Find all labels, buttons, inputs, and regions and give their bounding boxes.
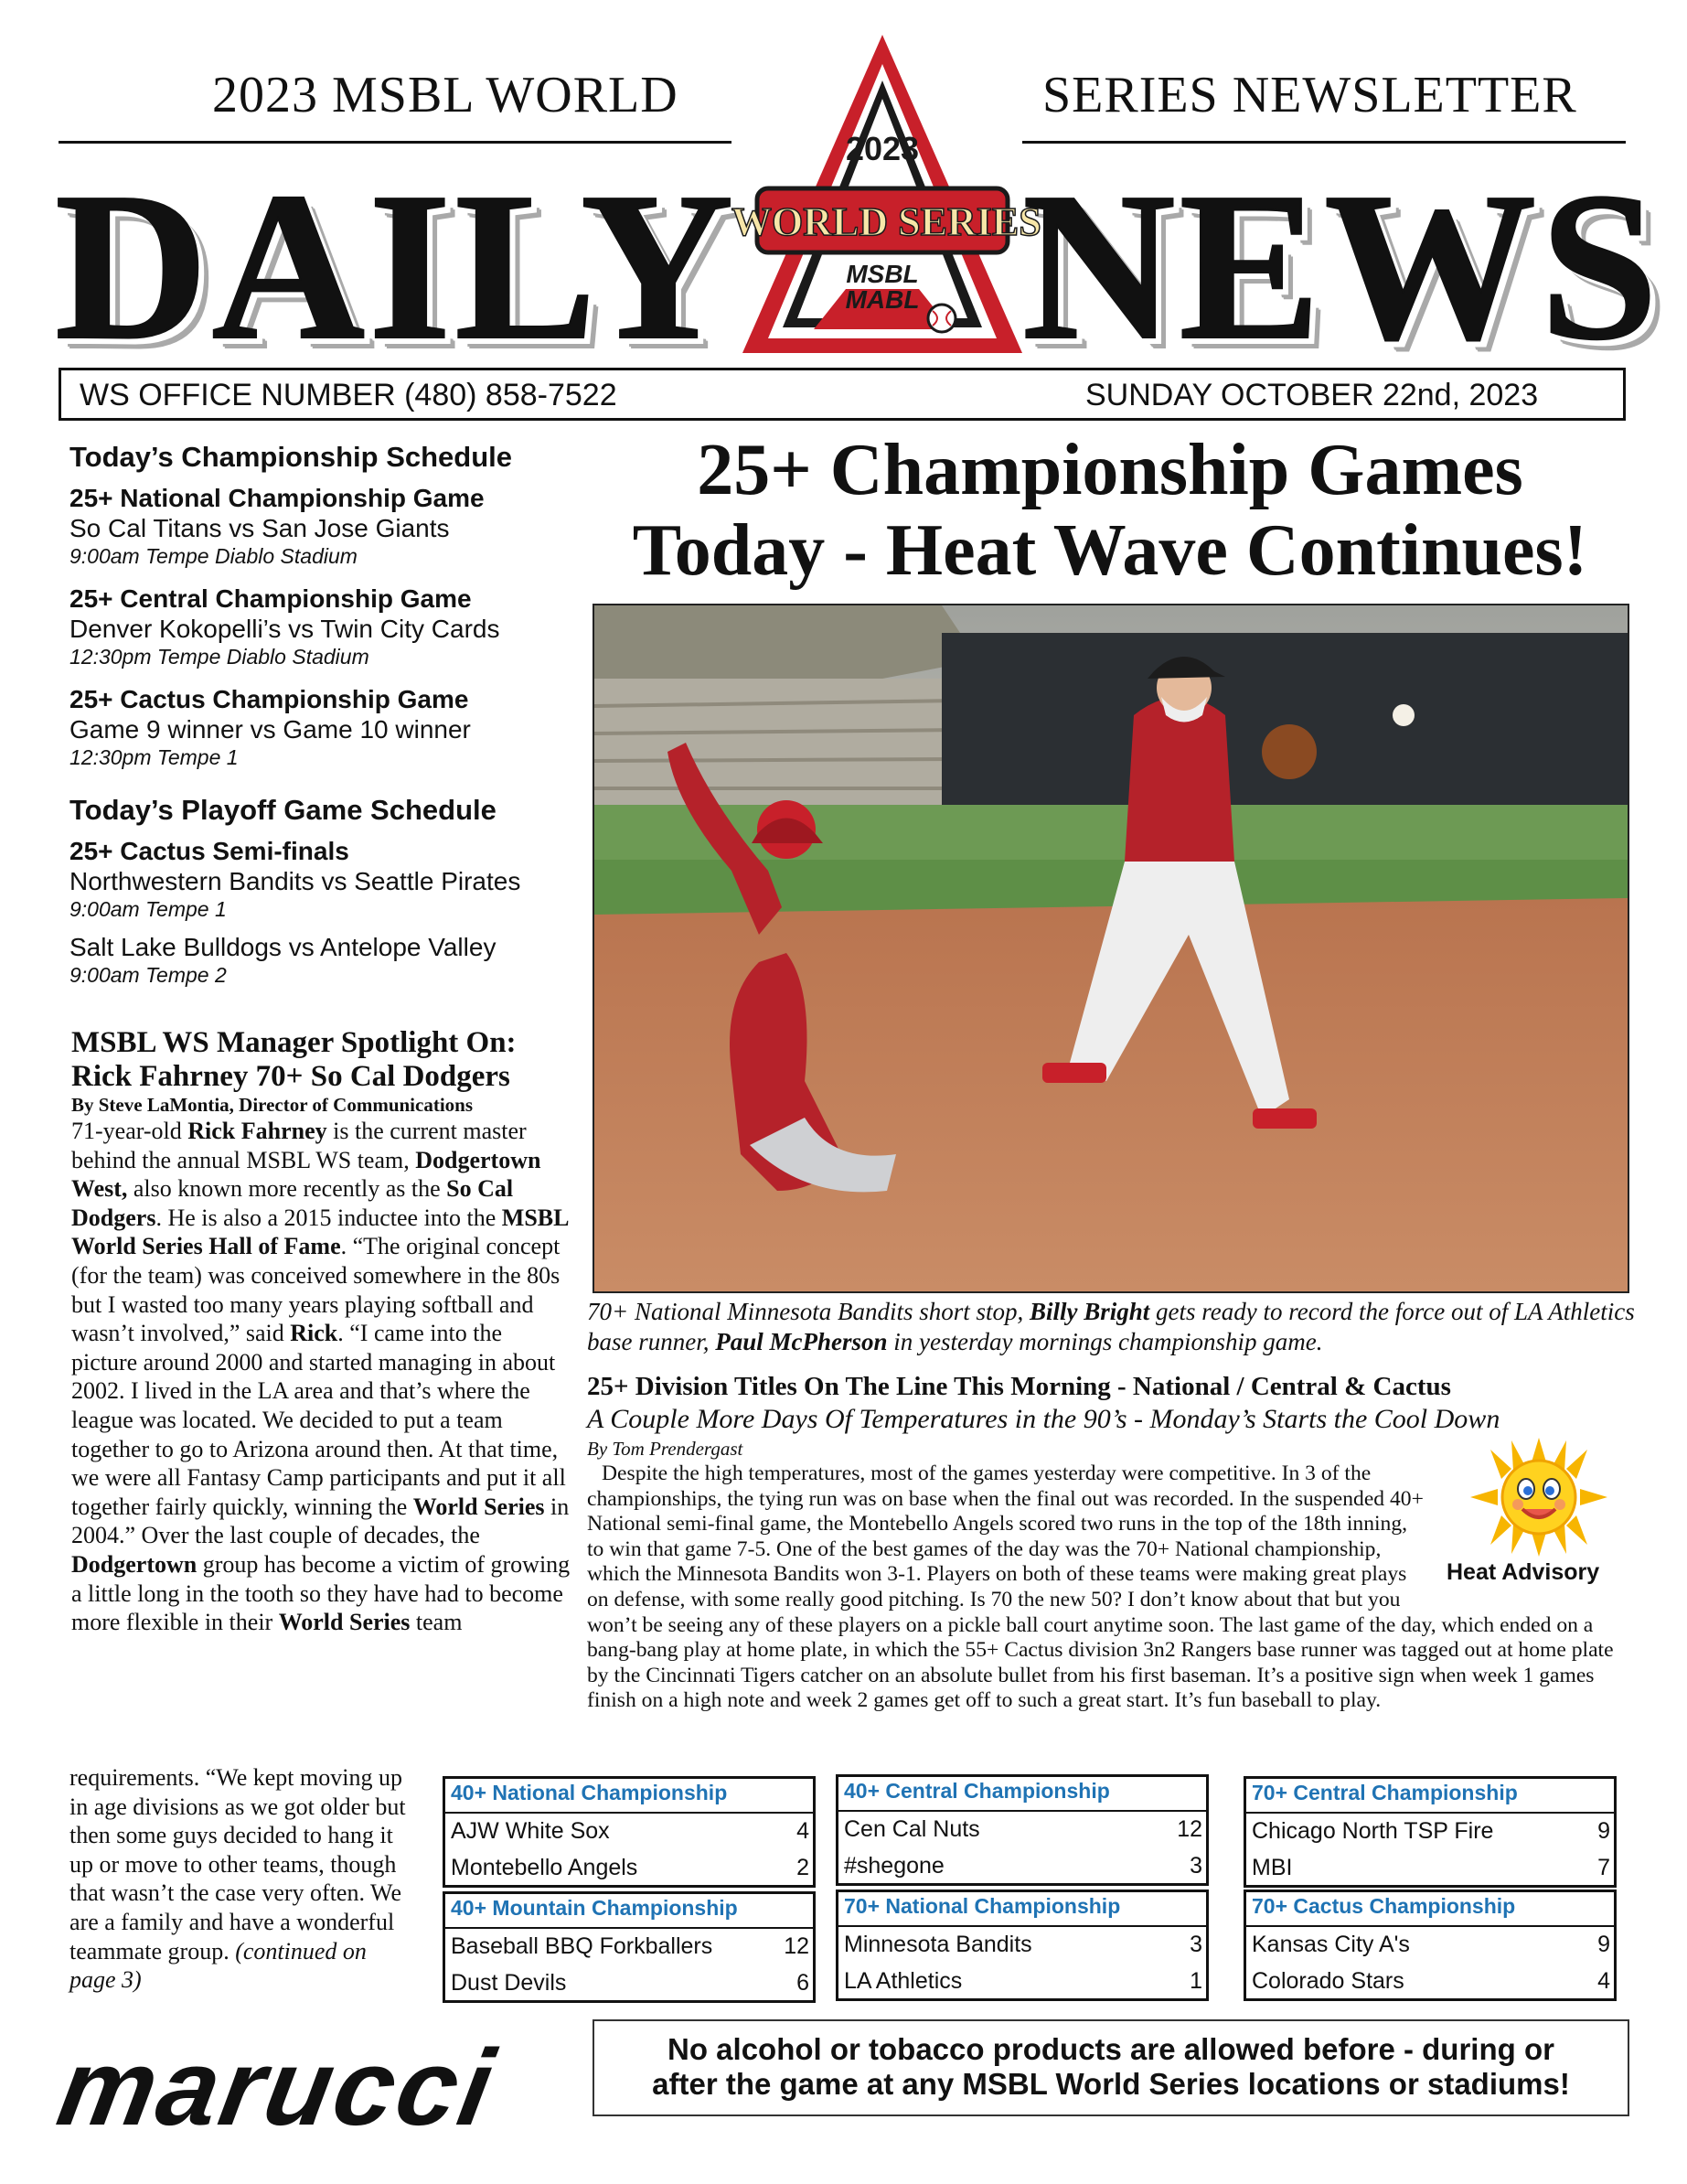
- photo-caption: [587, 1297, 1639, 1357]
- office-number: WS OFFICE NUMBER (480) 858-7522: [80, 378, 617, 412]
- text-run-bold: World Series: [412, 1493, 545, 1520]
- sun-icon: [1470, 1438, 1607, 1557]
- text-run: group has become a victim of growing a little long in the tooth so they have had to become more flexible in their: [71, 1550, 571, 1636]
- team-score: 3: [1190, 1853, 1202, 1879]
- score-box-divider: [838, 1925, 1206, 1927]
- score-box-divider: [1246, 1925, 1614, 1927]
- playoff-schedule: [69, 794, 582, 1002]
- schedule-game: [69, 684, 582, 770]
- text-run: in 2004.” Over the last couple of decades, the: [71, 1493, 570, 1549]
- score-box: [836, 1890, 1209, 2001]
- team-score: 9: [1597, 1818, 1610, 1844]
- team-name: Colorado Stars: [1252, 1968, 1404, 1994]
- team-name: Dust Devils: [451, 1970, 567, 1996]
- score-box: [836, 1774, 1209, 1886]
- score-box: [443, 1776, 816, 1888]
- spotlight-headline-2: Rick Fahrney 70+ So Cal Dodgers: [71, 1060, 510, 1093]
- team-name: Baseball BBQ Forkballers: [451, 1933, 713, 1959]
- text-run-bold: So Cal Dodgers: [71, 1175, 514, 1231]
- byline-name: By Steve LaMontia,: [71, 1094, 234, 1116]
- logo-year: 2023: [845, 130, 920, 167]
- masthead-top-right: SERIES NEWSLETTER: [1042, 67, 1577, 123]
- team-name: Kansas City A's: [1252, 1932, 1410, 1957]
- text-run-bold: Rick Fahrney: [187, 1118, 327, 1144]
- story-byline: By Tom Prendergast: [587, 1438, 743, 1460]
- score-box-divider: [445, 1927, 813, 1929]
- score-box-title: 40+ Mountain Championship: [451, 1896, 738, 1920]
- score-box: [1244, 1776, 1617, 1888]
- playoff-round-title: 25+ Cactus Semi-finals: [69, 837, 349, 865]
- world-series-logo: [731, 27, 1041, 366]
- caption-text: in yesterday mornings championship game.: [887, 1328, 1323, 1355]
- info-bar: [59, 368, 1626, 421]
- score-box-title: 40+ Central Championship: [844, 1779, 1110, 1803]
- masthead-top-left: 2023 MSBL WORLD: [212, 67, 678, 123]
- game-title: 25+ Cactus Championship Game: [69, 685, 469, 713]
- score-box: [443, 1891, 816, 2003]
- score-box-divider: [445, 1812, 813, 1814]
- schedule-game: [69, 583, 582, 669]
- story-body: [587, 1461, 1629, 1714]
- game-teams: Northwestern Bandits vs Seattle Pirates: [69, 867, 521, 895]
- caption-text: 70+ National Minnesota Bandits short stop,: [587, 1298, 1030, 1325]
- game-time: 9:00am Tempe 1: [69, 897, 227, 921]
- game-teams: Salt Lake Bulldogs vs Antelope Valley: [69, 933, 496, 961]
- team-score: 3: [1190, 1932, 1202, 1957]
- spotlight-body: [71, 1117, 572, 1637]
- main-headline: [585, 430, 1635, 591]
- story-headline: 25+ Division Titles On The Line This Morning - National / Central & Cactus: [587, 1372, 1451, 1401]
- game-title: 25+ National Championship Game: [69, 484, 485, 512]
- heat-advisory-label: Heat Advisory: [1447, 1559, 1600, 1585]
- logo-triangle: [731, 27, 1041, 366]
- continued-note: (continued on page 3): [69, 1937, 367, 1994]
- team-score: 12: [1177, 1816, 1202, 1842]
- notice-line-1: No alcohol or tobacco products are allowed before - during or: [667, 2032, 1554, 2066]
- team-score: 4: [1597, 1968, 1610, 1994]
- schedule-game: [69, 933, 582, 988]
- caption-name: Paul McPherson: [715, 1328, 888, 1355]
- playoff-schedule-heading: Today’s Playoff Game Schedule: [69, 794, 496, 826]
- score-box-title: 70+ Cactus Championship: [1252, 1894, 1516, 1918]
- alcohol-tobacco-notice: [593, 2019, 1629, 2116]
- score-box-divider: [1246, 1812, 1614, 1814]
- team-name: LA Athletics: [844, 1968, 963, 1994]
- team-score: 12: [784, 1933, 809, 1959]
- game-time: 9:00am Tempe Diablo Stadium: [69, 544, 358, 568]
- game-teams: Game 9 winner vs Game 10 winner: [69, 715, 471, 744]
- game-teams: Denver Kokopelli’s vs Twin City Cards: [69, 615, 500, 643]
- spotlight-headline-1: MSBL WS Manager Spotlight On:: [71, 1026, 517, 1059]
- text-run-bold: Dodgertown: [71, 1550, 198, 1578]
- team-score: 6: [796, 1970, 809, 1996]
- team-score: 1: [1190, 1968, 1202, 1994]
- game-photo: [593, 604, 1629, 1293]
- notice-line-2: after the game at any MSBL World Series locations or stadiums!: [652, 2067, 1570, 2101]
- game-time: 9:00am Tempe 2: [69, 963, 227, 987]
- text-run-bold: MSBL World Series Hall of Fame: [71, 1204, 569, 1260]
- game-title: 25+ Central Championship Game: [69, 584, 472, 613]
- logo-msbl: MSBL: [846, 260, 919, 288]
- team-name: Cen Cal Nuts: [844, 1816, 980, 1842]
- caption-text: gets ready to record the force out of LA Athletics base runner,: [587, 1298, 1635, 1355]
- story-subhead: A Couple More Days Of Temperatures in the 90’s - Monday’s Starts the Cool Down: [587, 1404, 1500, 1434]
- headline-line-1: 25+ Championship Games: [697, 430, 1523, 510]
- text-run: also known more recently as the: [127, 1175, 447, 1203]
- byline-role: Director of Communications: [233, 1094, 474, 1116]
- masthead-news: NEWS: [1022, 149, 1662, 384]
- masthead-daily: DAILY: [55, 149, 738, 384]
- game-time: 12:30pm Tempe Diablo Stadium: [69, 645, 369, 669]
- spotlight-byline: [71, 1094, 583, 1117]
- championship-schedule-heading: Today’s Championship Schedule: [69, 441, 513, 473]
- score-box-title: 40+ National Championship: [451, 1781, 728, 1804]
- team-name: MBI: [1252, 1855, 1293, 1880]
- team-name: Chicago North TSP Fire: [1252, 1818, 1494, 1844]
- continued-text: requirements. “We kept moving up in age divisions as we got older but then some guys decided to hang it up or move to other teams, though that wasn’t the case very often. We are a family and have a wonderful teammate group.: [69, 1764, 406, 1965]
- team-score: 2: [796, 1855, 809, 1880]
- spotlight-article: [71, 1026, 583, 1637]
- text-run: . “The original concept (for the team) was conceived somewhere in the 80s but I wasted too many years playing softball and wasn’t involved,” said: [71, 1233, 561, 1347]
- issue-date: SUNDAY OCTOBER 22nd, 2023: [1085, 378, 1539, 412]
- game-teams: So Cal Titans vs San Jose Giants: [69, 514, 450, 542]
- team-name: Montebello Angels: [451, 1855, 638, 1880]
- game-time: 12:30pm Tempe 1: [69, 745, 239, 769]
- headline-line-2: Today - Heat Wave Continues!: [632, 510, 1588, 591]
- score-box-title: 70+ Central Championship: [1252, 1781, 1518, 1804]
- story-text: Despite the high temperatures, most of the games yesterday were competitive. In 3 of the championships, the tying run was on base when the final out was recorded. In the suspended 40+ National semi-final game, the Montebello Angels scored two runs in the top of the 18th inning, to win that game 7-5. One of the best games of the day was the 70+ National championship, which the Minnesota Bandits won 3-1. Players on both of these teams were making great plays on defense, with some really good pitching. Is 70 the new 50? I don’t know about that but you won’t be seeing any of these players on a pickle ball court anytime soon. The last game of the day, which ended on a bang-bang play at home plate, in which the 55+ Cactus division 3n2 Rangers base runner was tagged out at home plate by the Cincinnati Tigers catcher on an absolute bullet from his first baseman. It’s a positive sign when week 1 games finish on a high note and week 2 games get off to such a great start. It’s fun baseball to play.: [587, 1461, 1614, 1713]
- score-box-divider: [838, 1810, 1206, 1812]
- spotlight-continued: [69, 1763, 410, 1995]
- schedule-game: [69, 483, 582, 569]
- schedule-game: [69, 867, 582, 922]
- heat-advisory: [1434, 1438, 1629, 1589]
- team-name: Minnesota Bandits: [844, 1932, 1032, 1957]
- baseball-photo-illustration: [594, 605, 1628, 1291]
- logo-mabl: MABL: [845, 285, 920, 314]
- text-run: . “I came into the picture around 2000 and started managing in about 2002. I lived in the LA area and that’s where the league was located. We decided to put a team together to go to Arizona around then. At that time, we were all Fantasy Camp participants and put it all together fairly quickly, winning the: [71, 1320, 566, 1520]
- team-score: 7: [1597, 1855, 1610, 1880]
- masthead-rule-left: [59, 141, 731, 144]
- team-score: 4: [796, 1818, 809, 1844]
- text-run: is the current master behind the annual MSBL WS team,: [71, 1118, 527, 1173]
- team-name: #shegone: [844, 1853, 945, 1879]
- score-box-title: 70+ National Championship: [844, 1894, 1121, 1918]
- caption-name: Billy Bright: [1030, 1298, 1150, 1325]
- sponsor-logo: marucci: [49, 2028, 505, 2148]
- text-run: team: [410, 1609, 463, 1636]
- logo-world-series: WORLD SERIES: [731, 199, 1041, 244]
- team-score: 9: [1597, 1932, 1610, 1957]
- championship-schedule: [69, 441, 582, 785]
- text-run-bold: Dodgertown West,: [71, 1146, 541, 1203]
- text-run-bold: Rick: [290, 1320, 338, 1347]
- text-run-bold: World Series: [278, 1609, 411, 1636]
- team-name: AJW White Sox: [451, 1818, 610, 1844]
- masthead-rule-right: [1022, 141, 1626, 144]
- text-run: . He is also a 2015 inductee into the: [155, 1204, 502, 1231]
- score-box: [1244, 1890, 1617, 2001]
- text-run: 71-year-old: [71, 1118, 188, 1144]
